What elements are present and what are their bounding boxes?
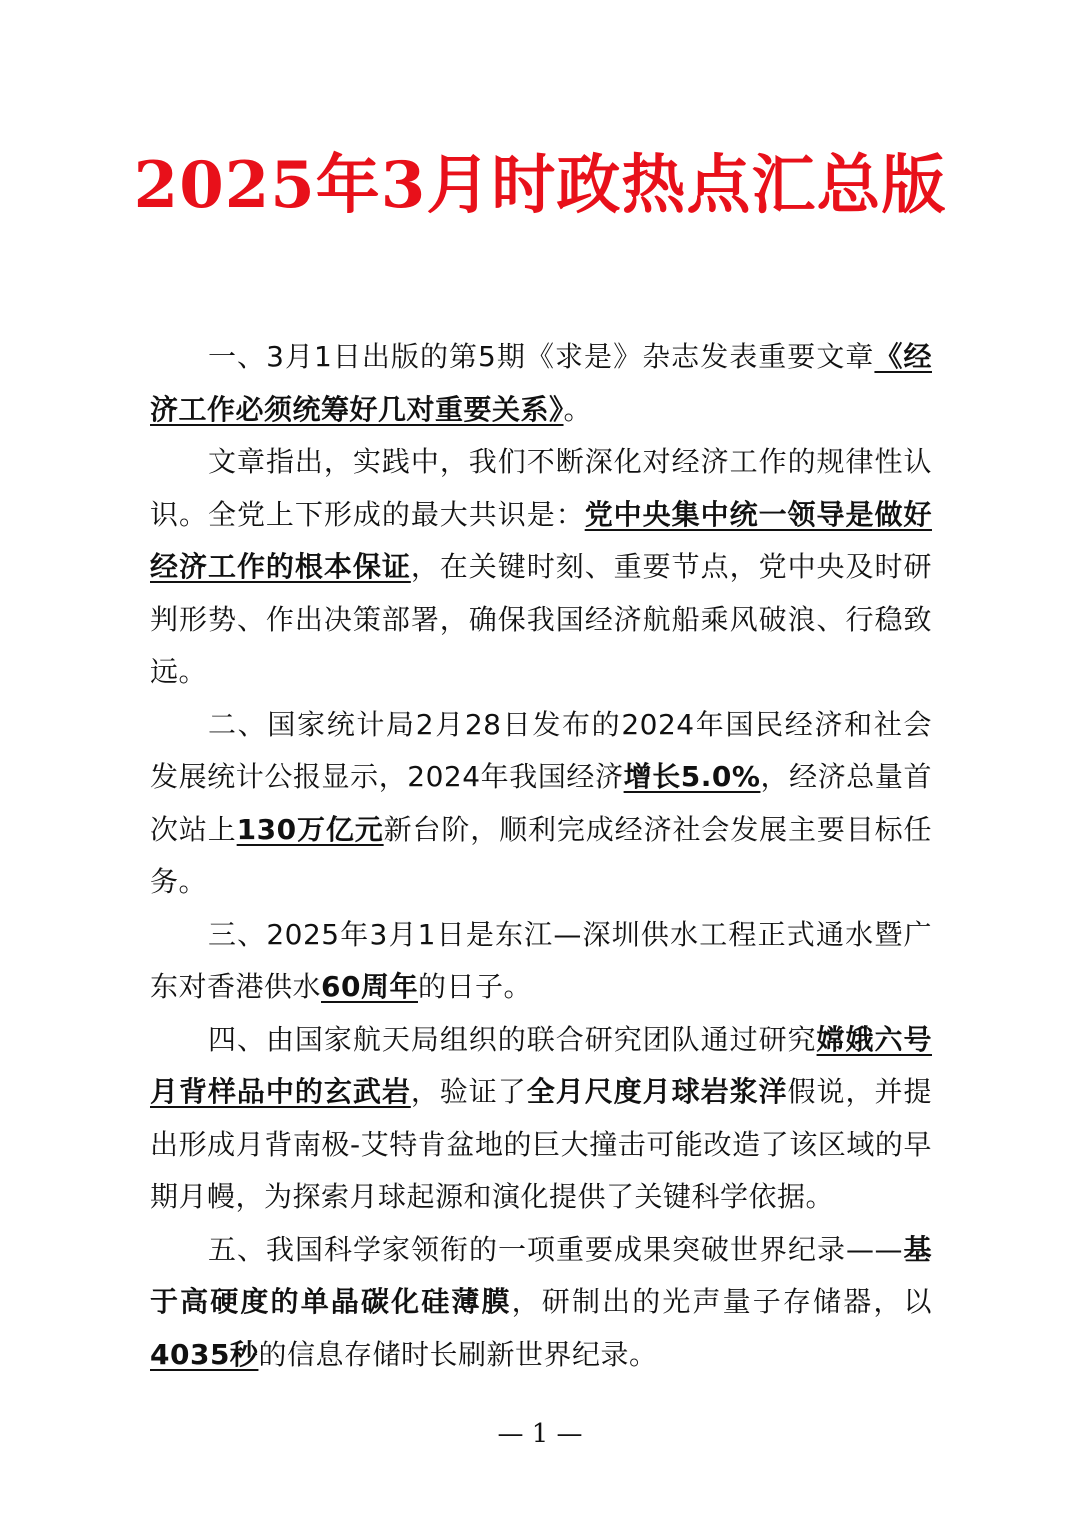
paragraph-item-4 bbox=[150, 1014, 932, 1224]
item-1-end: 。 bbox=[563, 392, 593, 426]
item-4-text-mid: ，验证了 bbox=[410, 1075, 527, 1108]
item-2-text-end: 新台阶，顺利完成经济社会发展主要目标任务。 bbox=[150, 812, 932, 898]
paragraph-item-5 bbox=[150, 1224, 932, 1382]
document-body bbox=[150, 331, 932, 1381]
page-number: — 1 — bbox=[497, 1419, 583, 1449]
item-3-anniversary: 60周年 bbox=[321, 970, 418, 1003]
detail-text: 文章指出，实践中，我们不断深化对经济工作的规律性认识。全党上下形成的最大共识是： bbox=[150, 445, 932, 531]
item-4-text-end: 假说，并提出形成月背南极-艾特肯盆地的巨大撞击可能改造了该区域的早期月幔，为探索月球起源和演化提供了关键科学依据。 bbox=[150, 1075, 932, 1213]
item-5-text: 五、我国科学家领衔的一项重要成果突破世界纪录—— bbox=[208, 1232, 903, 1266]
item-5-text-mid: ，研制出的光声量子存储器，以 bbox=[511, 1285, 932, 1318]
detail-highlight: 党中央集中统一领导是做好经济工作的根本保证 bbox=[150, 497, 932, 583]
item-1-text: 一、3月1日出版的第5期《求是》杂志发表重要文章 bbox=[208, 340, 875, 373]
paragraph-item-2 bbox=[150, 699, 932, 909]
item-1-article-title: 《经济工作必须统筹好几对重要关系》 bbox=[150, 340, 932, 426]
item-5-text-end: 的信息存储时长刷新世界纪录。 bbox=[258, 1337, 658, 1371]
item-4-sample: 嫦娥六号月背样品中的玄武岩 bbox=[150, 1022, 932, 1108]
item-2-text: 二、国家统计局2月28日发布的2024年国民经济和社会发展统计公报显示，2024年我国经济 bbox=[150, 707, 932, 793]
page-title: 2025年3月时政热点汇总版 bbox=[133, 148, 947, 223]
item-3-text: 三、2025年3月1日是东江—深圳供水工程正式通水暨广东对香港供水 bbox=[150, 917, 932, 1003]
paragraph-item-3 bbox=[150, 909, 932, 1014]
item-5-duration: 4035秒 bbox=[150, 1337, 259, 1371]
item-4-hypothesis: 全月尺度月球岩浆洋 bbox=[526, 1075, 788, 1108]
item-4-text: 四、由国家航天局组织的联合研究团队通过研究 bbox=[208, 1022, 817, 1056]
item-5-material: 基于高硬度的单晶碳化硅薄膜 bbox=[150, 1232, 932, 1318]
paragraph-item-1-detail bbox=[150, 436, 932, 699]
item-2-gdp: 130万亿元 bbox=[236, 812, 384, 846]
detail-text-end: ，在关键时刻、重要节点，党中央及时研判形势、作出决策部署，确保我国经济航船乘风破浪、行稳致远。 bbox=[150, 550, 932, 688]
item-3-text-end: 的日子。 bbox=[417, 970, 532, 1003]
item-2-text-mid: ，经济总量首次站上 bbox=[150, 760, 932, 846]
item-2-growth: 增长5.0% bbox=[623, 760, 761, 793]
paragraph-item-1 bbox=[150, 331, 932, 436]
